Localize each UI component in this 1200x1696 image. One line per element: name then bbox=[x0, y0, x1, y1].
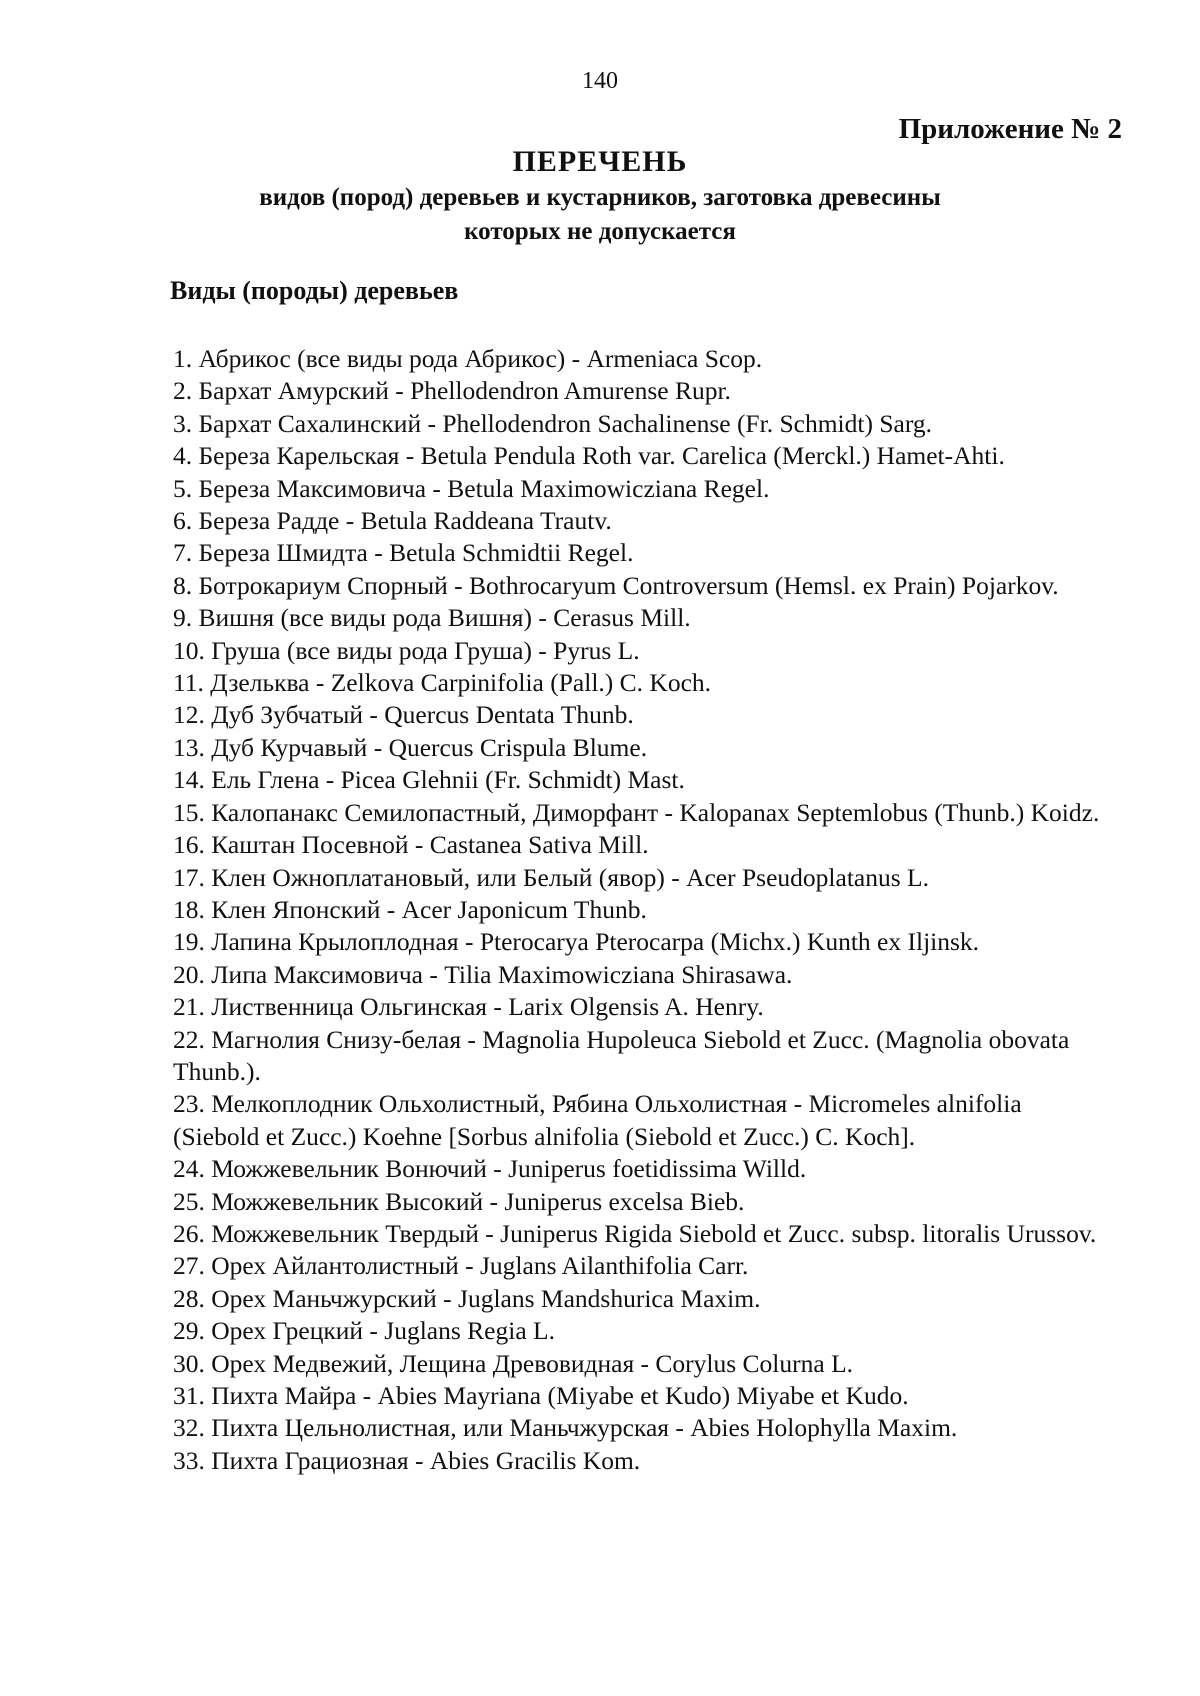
species-list-item: 25. Можжевельник Высокий - Juniperus excelsa Bieb. bbox=[173, 1186, 745, 1216]
species-list-item: 15. Калопанакс Семилопастный, Диморфант - Kalopanax Septemlobus (Thunb.) Koidz. bbox=[173, 797, 1100, 827]
species-list-item: 27. Орех Айлантолистный - Juglans Ailanthifolia Carr. bbox=[173, 1251, 749, 1281]
species-list-item: 12. Дуб Зубчатый - Quercus Dentata Thunb. bbox=[173, 700, 634, 730]
page-number: 140 bbox=[582, 68, 618, 94]
species-list-item: 24. Можжевельник Вонючий - Juniperus foetidissima Willd. bbox=[173, 1154, 807, 1184]
species-list-item: 13. Дуб Курчавый - Quercus Crispula Blume. bbox=[173, 732, 648, 762]
species-list-item: 7. Береза Шмидта - Betula Schmidtii Regel. bbox=[173, 538, 634, 568]
species-list-item: 32. Пихта Цельнолистная, или Маньчжурская - Abies Holophylla Maxim. bbox=[173, 1413, 958, 1443]
species-list-item: 8. Ботрокариум Спорный - Bothrocaryum Controversum (Hemsl. ex Prain) Pojarkov. bbox=[173, 570, 1059, 600]
species-list-item: 33. Пихта Грациозная - Abies Gracilis Kom. bbox=[173, 1445, 641, 1475]
species-list-item: 17. Клен Ожноплатановый, или Белый (явор) - Acer Pseudoplatanus L. bbox=[173, 862, 929, 892]
species-list-item: 9. Вишня (все виды рода Вишня) - Cerasus Mill. bbox=[173, 603, 691, 633]
section-heading: Виды (породы) деревьев bbox=[170, 276, 459, 305]
species-list-item: 31. Пихта Майра - Abies Mayriana (Miyabe et Kudo) Miyabe et Kudo. bbox=[173, 1381, 909, 1410]
document-title-block bbox=[0, 143, 1200, 249]
species-list-item: 14. Ель Глена - Picea Glehnii (Fr. Schmidt) Mast. bbox=[173, 765, 685, 795]
species-list-item: 26. Можжевельник Твердый - Juniperus Rigida Siebold et Zucc. subsp. litoralis Urussov. bbox=[173, 1218, 1097, 1248]
species-list bbox=[173, 343, 1113, 1477]
species-list-item: 5. Береза Максимовича - Betula Maximowicziana Regel. bbox=[173, 473, 770, 503]
species-list-item: 10. Груша (все виды рода Груша) - Pyrus L. bbox=[173, 635, 640, 665]
species-list-item: 22. Магнолия Снизу-белая - Magnolia Hupoleuca Siebold et Zucc. (Magnolia obovata Thunb.). bbox=[173, 1024, 1070, 1086]
document-subtitle-line-1: видов (пород) деревьев и кустарников, заготовка древесины bbox=[259, 184, 941, 211]
species-list-item: 20. Липа Максимовича - Tilia Maximowicziana Shirasawa. bbox=[173, 959, 793, 989]
species-list-item: 30. Орех Медвежий, Лещина Древовидная - Corylus Colurna L. bbox=[173, 1348, 854, 1378]
species-list-item: 1. Абрикос (все виды рода Абрикос) - Armeniaca Scop. bbox=[173, 344, 763, 373]
species-list-item: 2. Бархат Амурский - Phellodendron Amurense Rupr. bbox=[173, 376, 731, 406]
species-list-item: 6. Береза Радде - Betula Raddeana Trautv. bbox=[173, 506, 612, 536]
species-list-item: 4. Береза Карельская - Betula Pendula Roth var. Carelica (Merckl.) Hamet-Ahti. bbox=[173, 441, 1005, 471]
document-subtitle-line-2: которых не допускается bbox=[464, 218, 736, 245]
species-list-item: 3. Бархат Сахалинский - Phellodendron Sachalinense (Fr. Schmidt) Sarg. bbox=[173, 408, 932, 438]
species-list-item: 28. Орех Маньчжурский - Juglans Mandshurica Maxim. bbox=[173, 1283, 761, 1313]
species-list-item: 29. Орех Грецкий - Juglans Regia L. bbox=[173, 1316, 555, 1346]
species-list-item: 16. Каштан Посевной - Castanea Sativa Mill. bbox=[173, 830, 649, 860]
species-list-item: 18. Клен Японский - Acer Japonicum Thunb. bbox=[173, 894, 647, 924]
appendix-label: Приложение № 2 bbox=[898, 113, 1122, 145]
species-list-item: 23. Мелкоплодник Ольхолистный, Рябина Ольхолистная - Micromeles alnifolia (Siebold et Zucc.) Koehne [Sorbus alnifolia (Siebold et Zucc.) C. Koch]. bbox=[173, 1089, 1022, 1151]
species-list-item: 19. Лапина Крылоплодная - Pterocarya Pterocarpa (Michx.) Kunth ex Iljinsk. bbox=[173, 927, 980, 957]
document-title: ПЕРЕЧЕНЬ bbox=[512, 145, 688, 178]
species-list-item: 21. Лиственница Ольгинская - Larix Olgensis A. Henry. bbox=[173, 992, 764, 1022]
species-list-item: 11. Дзельква - Zelkova Carpinifolia (Pall.) C. Koch. bbox=[173, 668, 712, 698]
